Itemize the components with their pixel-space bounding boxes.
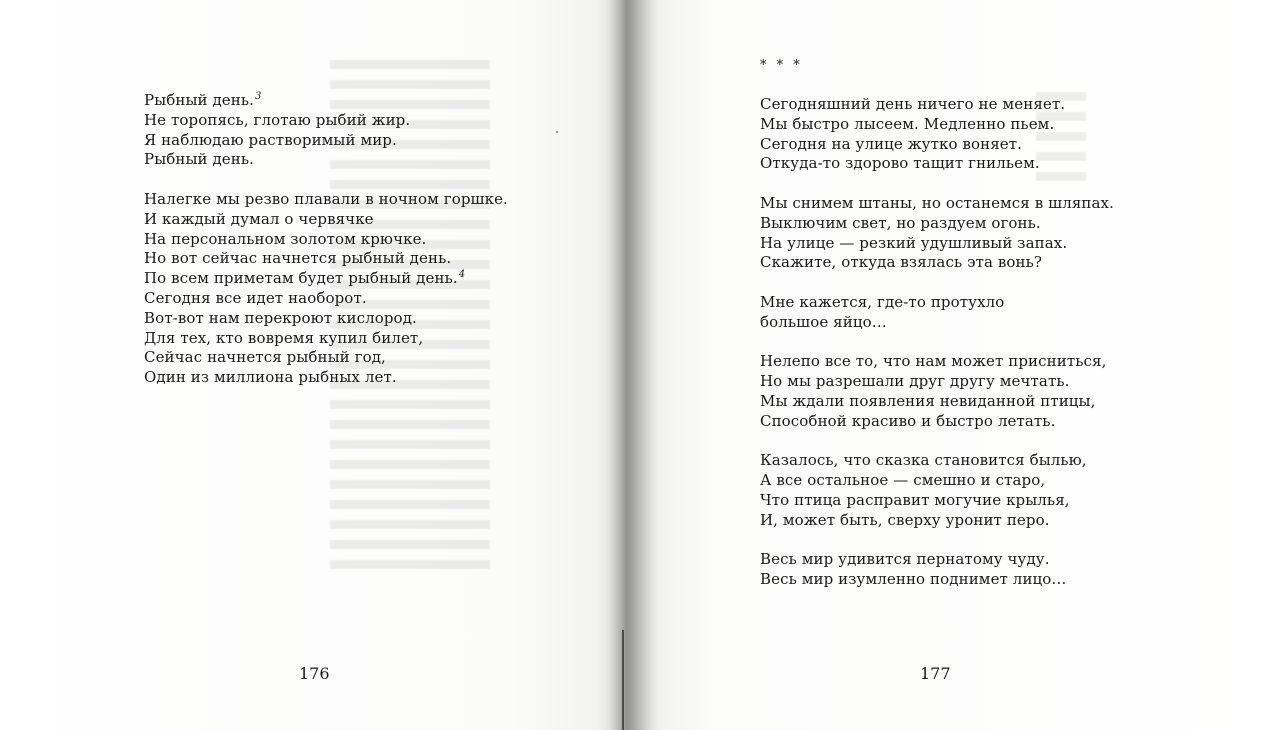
poem-line: Налегке мы резво плавали в ночном горшке. xyxy=(144,189,508,208)
poem-line: Весь мир изумленно поднимет лицо… xyxy=(760,570,1067,589)
poem-line: Способной красиво и быстро летать. xyxy=(760,411,1056,430)
poem-line xyxy=(144,269,508,289)
poem-line: Весь мир удивится пернатому чуду. xyxy=(760,550,1050,569)
paper-speck xyxy=(556,131,558,133)
stanza xyxy=(760,293,1114,333)
poem-line: И каждый думал о червячке xyxy=(144,209,374,228)
poem-line: Мне кажется, где-то протухло xyxy=(760,292,1005,311)
poem-line: Не торопясь, глотаю рыбий жир. xyxy=(144,110,411,129)
poem-line: Но вот сейчас начнется рыбный день. xyxy=(144,249,452,268)
page-number-right: 177 xyxy=(920,664,951,683)
stanza xyxy=(760,451,1114,530)
poem-line: Мы быстро лысеем. Медленно пьем. xyxy=(760,114,1055,133)
poem-line: Я наблюдаю растворимый мир. xyxy=(144,130,397,149)
stanza xyxy=(760,352,1114,431)
poem-line: Скажите, откуда взялась эта вонь? xyxy=(760,253,1043,272)
gutter-crease xyxy=(622,630,624,730)
poem-line-text: Рыбный день. xyxy=(144,91,255,109)
poem-line: Для тех, кто вовремя купил билет, xyxy=(144,328,424,347)
poem-line: И, может быть, сверху уронит перо. xyxy=(760,510,1050,529)
poem-line xyxy=(144,91,508,111)
poem-line: На персональном золотом крючке. xyxy=(144,229,427,248)
page-number-left: 176 xyxy=(299,664,330,683)
footnote-marker: 4 xyxy=(458,269,466,281)
poem-line: Выключим свет, но раздуем огонь. xyxy=(760,213,1041,232)
poem-line: Мы ждали появления невиданной птицы, xyxy=(760,391,1096,410)
poem-line: Казалось, что сказка становится былью, xyxy=(760,451,1087,470)
stanza xyxy=(760,95,1114,174)
stanza xyxy=(144,91,508,170)
poem-line: Вот-вот нам перекроют кислород. xyxy=(144,308,417,327)
poem-line: Сегодняшний день ничего не меняет. xyxy=(760,95,1066,113)
poem-line-text: По всем приметам будет рыбный день. xyxy=(144,269,458,288)
poem-line: Один из миллиона рыбных лет. xyxy=(144,368,397,387)
poem-line: Мы снимем штаны, но останемся в шляпах. xyxy=(760,193,1114,212)
poem-line: Но мы разрешали друг другу мечтать. xyxy=(760,372,1070,391)
poem-line: Откуда-то здорово тащит гнильем. xyxy=(760,154,1040,173)
poem-line: Рыбный день. xyxy=(144,150,255,169)
poem-line: Нелепо все то, что нам может присниться, xyxy=(760,352,1107,371)
poem-line: Сегодня на улице жутко воняет. xyxy=(760,134,1023,153)
poem-line: Сейчас начнется рыбный год, xyxy=(144,348,386,367)
poem-line: А все остальное — смешно и старо, xyxy=(760,471,1046,490)
footnote-marker: 3 xyxy=(255,91,262,102)
left-poem xyxy=(144,91,508,388)
poem-line: На улице — резкий удушливый запах. xyxy=(760,233,1068,252)
poem-line: большое яйцо… xyxy=(760,312,887,331)
right-poem xyxy=(760,95,1114,590)
poem-separator: * * * xyxy=(760,58,803,73)
stanza xyxy=(760,550,1114,590)
stanza xyxy=(144,190,508,388)
poem-line: Что птица расправит могучие крылья, xyxy=(760,490,1070,509)
poem-line: Сегодня все идет наоборот. xyxy=(144,288,367,307)
stanza xyxy=(760,194,1114,273)
book-gutter-shadow xyxy=(598,0,658,730)
